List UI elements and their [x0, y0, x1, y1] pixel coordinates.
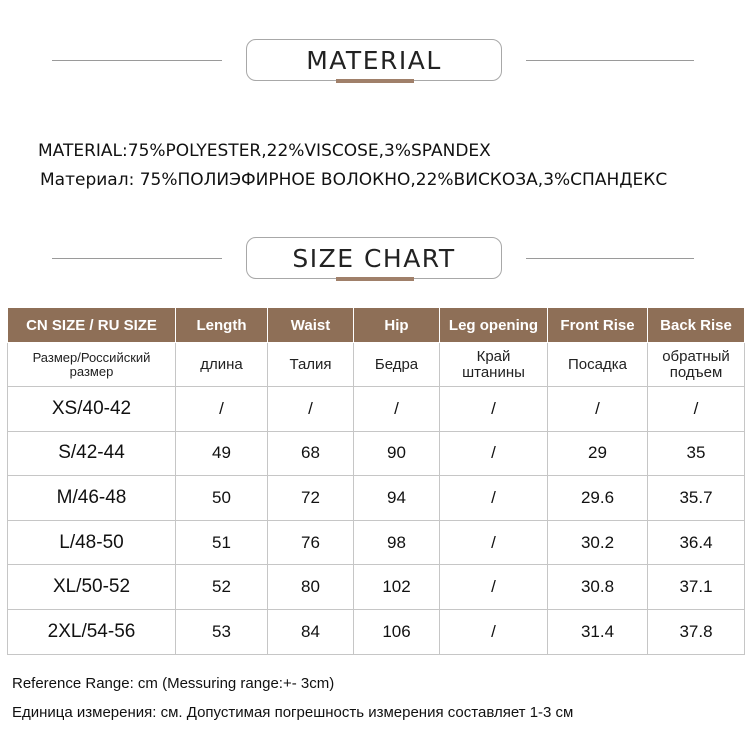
- header-cell-leg-opening-ru: Край штанины: [440, 343, 548, 387]
- header-cell-front-rise-ru: Посадка: [548, 343, 648, 387]
- header-cell-hip: Hip: [354, 308, 440, 343]
- cell-back-rise: /: [648, 387, 745, 432]
- size-chart-table: [7, 307, 745, 655]
- cell-length: /: [176, 387, 268, 432]
- cell-length: 49: [176, 431, 268, 476]
- cell-hip: 98: [354, 520, 440, 565]
- cell-size: L/48-50: [8, 520, 176, 565]
- cell-leg-opening: /: [440, 609, 548, 654]
- cell-back-rise: 37.1: [648, 565, 745, 610]
- cell-leg-opening: /: [440, 431, 548, 476]
- cell-leg-opening: /: [440, 476, 548, 521]
- header-cell-length-ru: длина: [176, 343, 268, 387]
- table-row: [8, 520, 745, 565]
- cell-waist: 68: [268, 431, 354, 476]
- size-chart-heading: SIZE CHART: [246, 237, 502, 279]
- cell-front-rise: 31.4: [548, 609, 648, 654]
- cell-back-rise: 35.7: [648, 476, 745, 521]
- divider-right: [526, 258, 694, 259]
- cell-back-rise: 35: [648, 431, 745, 476]
- cell-hip: 94: [354, 476, 440, 521]
- cell-length: 53: [176, 609, 268, 654]
- cell-back-rise: 36.4: [648, 520, 745, 565]
- table-header-row-ru: [8, 343, 745, 387]
- reference-range-note: Reference Range: cm (Messuring range:+- 3cm): [12, 675, 335, 692]
- cell-waist: /: [268, 387, 354, 432]
- cell-waist: 72: [268, 476, 354, 521]
- cell-length: 52: [176, 565, 268, 610]
- material-composition-ru: Материал: 75%ПОЛИЭФИРНОЕ ВОЛОКНО,22%ВИСКОЗА,3%СПАНДЕКС: [40, 170, 668, 190]
- cell-size: XS/40-42: [8, 387, 176, 432]
- cell-waist: 80: [268, 565, 354, 610]
- cell-front-rise: 29: [548, 431, 648, 476]
- table-header-row: [8, 308, 745, 343]
- table-row: [8, 609, 745, 654]
- divider-left: [52, 60, 222, 61]
- header-cell-size: CN SIZE / RU SIZE: [8, 308, 176, 343]
- cell-leg-opening: /: [440, 520, 548, 565]
- divider-left: [52, 258, 222, 259]
- header-cell-back-rise: Back Rise: [648, 308, 745, 343]
- cell-hip: /: [354, 387, 440, 432]
- cell-back-rise: 37.8: [648, 609, 745, 654]
- header-cell-length: Length: [176, 308, 268, 343]
- cell-leg-opening: /: [440, 565, 548, 610]
- cell-length: 50: [176, 476, 268, 521]
- cell-length: 51: [176, 520, 268, 565]
- header-cell-leg-opening: Leg opening: [440, 308, 548, 343]
- cell-front-rise: 30.8: [548, 565, 648, 610]
- reference-range-note-ru: Единица измерения: см. Допустимая погрешность измерения составляет 1-3 см: [12, 704, 574, 721]
- table-row: [8, 431, 745, 476]
- header-cell-back-rise-ru: обратный подъем: [648, 343, 745, 387]
- cell-hip: 102: [354, 565, 440, 610]
- divider-right: [526, 60, 694, 61]
- cell-size: XL/50-52: [8, 565, 176, 610]
- cell-size: M/46-48: [8, 476, 176, 521]
- header-cell-size-ru: Размер/Российский размер: [8, 343, 176, 387]
- cell-front-rise: 29.6: [548, 476, 648, 521]
- table-row: [8, 476, 745, 521]
- cell-front-rise: /: [548, 387, 648, 432]
- heading-accent-bar: [336, 79, 414, 83]
- cell-waist: 76: [268, 520, 354, 565]
- header-cell-front-rise: Front Rise: [548, 308, 648, 343]
- header-cell-waist: Waist: [268, 308, 354, 343]
- cell-leg-opening: /: [440, 387, 548, 432]
- material-composition-en: MATERIAL:75%POLYESTER,22%VISCOSE,3%SPANDEX: [38, 141, 491, 161]
- cell-hip: 106: [354, 609, 440, 654]
- cell-size: 2XL/54-56: [8, 609, 176, 654]
- heading-accent-bar: [336, 277, 414, 281]
- size-chart-section-header: [0, 237, 750, 297]
- cell-waist: 84: [268, 609, 354, 654]
- material-heading: MATERIAL: [246, 39, 502, 81]
- header-cell-hip-ru: Бедра: [354, 343, 440, 387]
- cell-hip: 90: [354, 431, 440, 476]
- table-row: [8, 565, 745, 610]
- header-cell-waist-ru: Талия: [268, 343, 354, 387]
- cell-front-rise: 30.2: [548, 520, 648, 565]
- cell-size: S/42-44: [8, 431, 176, 476]
- material-section-header: [0, 39, 750, 99]
- table-row: [8, 387, 745, 432]
